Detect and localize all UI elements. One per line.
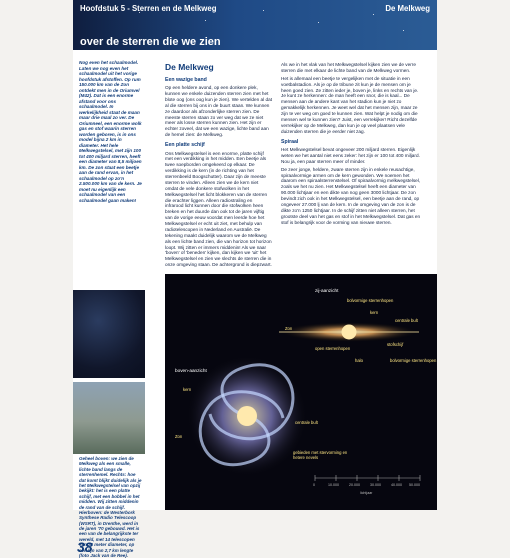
top-view-caption: zij-aanzicht — [315, 288, 339, 293]
page — [73, 0, 437, 558]
halo-label: halo — [355, 358, 363, 363]
side-view-core — [342, 325, 357, 340]
axis-label: 30.000 — [370, 483, 381, 487]
section-text: Ons Melkwegstelsel is een enorme, platte schijf met een verdikking in het midden. Een beetje als twee soepborden omgekeerd op elkaar. De verdikking is de kern (in de richting van het sterrenbeeld Boogschutter). Daar zijn de meeste sterren te vinden. Alleen zien we de kern niet omdat de vele donkere stofwolken in het Melkwegstelsel het licht blokkeren van de sterren die erachter liggen. Alleen radiostraling en infrarood licht kunnen door die stofwolken heen breken en het duurde dan ook tot de jaren vijftig van de vorige eeuw voordat men leerde hoe het Melkwegstelsel er echt uit ziet, met behulp van radiotelescopen in Nederland en Australië. De tekening maakt duidelijk waarom we de Melkweg als een lichte band zien, die van horizon tot horizon loopt. Wij zitten er immers middenin! Als we naar 'boven' of 'beneden' kijken, dan kijken we 'uit' het Melkwegstelsel en zien we slechts de sterren die in onze omgeving staan. De achtergrond is diepzwart. — [165, 150, 272, 268]
galaxy-illustration — [165, 274, 437, 510]
axis-label: 0 — [313, 483, 315, 487]
kern-label: kern — [370, 310, 379, 315]
radio-telescope-photo — [73, 382, 145, 454]
central-bulge-label: centrale bult — [395, 318, 418, 323]
axis-label: 20.000 — [349, 483, 360, 487]
galaxy-svg — [165, 274, 437, 510]
top-bulge-label: centrale bult — [295, 420, 318, 425]
dust-disk-label: stofschijf — [387, 342, 404, 347]
paragraph: Het is allemaal een beetje te vergelijken met de situatie in een voetbalstadion. Als je op de tribune zit kun je de mensen om je heen goed zien. Ze zitten ieder je, boven je, links en rechts van je. Je kunt ze herkennen: de man heeft een snor, die is kaal... De mensen aan de andere kant van het stadion kun je niet zo gemakkelijk herkennen. Je weet wel dat het mensen zijn, maar ze zijn te ver weg om goed te kunnen zien. Wat helpt je nodig om die mensen wel te kunnen zien? Juist, een verrekijker! Richt dezelfde verrekijker op de Melkweg, dan kun je op veel plaatsen vele duizenden sterren die je eerder niet zag. — [281, 75, 419, 134]
paragraph: Als we in het vlak van het Melkwegstelsel kijken zien we de verre sterren die met elkaar de lichte band van de Melkweg vormen. — [281, 62, 416, 73]
section-title: De Melkweg — [385, 4, 430, 13]
axis-label: 50.000 — [409, 483, 420, 487]
paragraph: De zeer jonge, heldere, zware sterren zijn in enkele reusachtige, spiraalvormige armen om de kern gewonden. We noemen het daarom een spiraalsterrenstelsel. Of spiraalvormig melkwegstelsel, zoals we het nu zien. Het Melkwegstelsel heeft een diameter van 90.000 lichtjaar en een dikte van nog geen 3000 lichtjaar. De zon bevindt zich ook in het Melkwegstelsel, een beetje aan de rand, op ongeveer 27.000 lj van de kern. In de omgeving van de zon is de dikte zo'n 1250 lichtjaar. In de schijf zitten niet alleen sterren, het grootste deel van het gas en stof in het Melkwegstelsel. Dat gas en stof is belangrijk voor de vorming van nieuwe sterren. — [281, 166, 421, 225]
page-subtitle: over de sterren die we zien — [80, 36, 221, 48]
globular-cluster-label: bolvormige sterrenhopen — [347, 298, 394, 303]
sidebar — [73, 50, 145, 558]
globular-cluster-label-lower: bolvormige sterrenhopen — [390, 358, 437, 363]
bottom-view-caption: boven-aanzicht — [175, 368, 207, 373]
open-cluster-label: open sterrenhopen — [315, 346, 351, 351]
star-formation-label: gebieden met stervorming en hetere nevels — [293, 450, 348, 460]
article-column-left — [165, 62, 272, 270]
sun-label: Zon — [285, 326, 293, 331]
article-column-right — [281, 62, 421, 227]
top-view-core — [237, 406, 257, 426]
article-title: De Melkweg — [165, 62, 214, 72]
section-text: Op een heldere avond, op een donkere plek, kunnen we enkele duizenden sterren zien met het blote oog (ons oog kun je zien). We vertelden al dat al die sterren bij ons in de buurt staan. We kunnen ze daardoor als afzonderlijke sterren zien. De meeste sterren staan zo ver weg dat we ze niet meer als losse sterren kunnen zien. Het zijn er echter zoveel, dat we een wazige, lichte band aan de hemel zien: de Melkweg. — [165, 85, 273, 138]
chapter-title: Hoofdstuk 5 - Sterren en de Melkweg — [80, 4, 217, 13]
milky-way-photo — [73, 290, 145, 378]
top-kern-label: kern — [183, 387, 192, 392]
axis-label: 10.000 — [328, 483, 339, 487]
axis-label: 40.000 — [391, 483, 402, 487]
section-heading: Een wazige band — [165, 76, 207, 83]
sidebar-intro: Nog even het schaalmodel. Laten we nog even het schaalmodel uit het vorige hoofdstuk afstoffen. Op rum 150.000 km van de Zon ontdekt men in de Oriumvel (M42). Dat is een enorme afstand voor ons schaalmodel. In werkelijkheid staat de maan maar drie maal zo ver. De Oriumneel, een enorme wolk gas en stof waarin sterren worden geboren, is in ons model bijna 2 km in diameter. Het hele Melkwegstelsel, met zijn 100 tot 400 miljard sterren, heeft een diameter van 8,5 miljoen km. De zon staat een beetje aan de rand ervan, in het schaalmodel op zo'n 2.500.000 km van de kern. Je moet nu eigenlijk een schaalmodel van een schaalmodel gaan maken! — [79, 60, 142, 203]
section-heading: Spiraal — [281, 138, 299, 145]
paragraph: Het Melkwegstelsel bevat ongeveer 200 miljard sterren. Eigenlijk weten we het aantal niet eens zeker: het zijn er 100 tot 400 miljard. Nou ja, een paar sterren meer of minder. — [281, 147, 420, 164]
page-number: 38 — [77, 539, 93, 555]
page-header — [73, 0, 437, 50]
top-sun-label: Zon — [175, 434, 183, 439]
sidebar-caption: Geheel boven: we zien de Melkweg als een smalle, lichte band langs de sterrenhemel. Rechts: hoe dat komt blijkt duidelijk als je het Melkwegstelsel van opzij bekijkt: het is een platte schijf, met een bobbel in het midden. Wij zitten middenin de rand van de schijf. Hierboven: de Westerbork Synthese Radio Telescoop (WSRT), in Drenthe, werd in de jaren '70 gebouwd. Het is een van de belangrijkste ter wereld, met 14 telescopen van 25 meter diameter, op een lijn van 2,7 km lengte (foto Jack van de Ree). — [79, 456, 142, 558]
axis-unit: lichtjaar — [360, 491, 373, 495]
section-heading: Een platte schijf — [165, 142, 205, 148]
